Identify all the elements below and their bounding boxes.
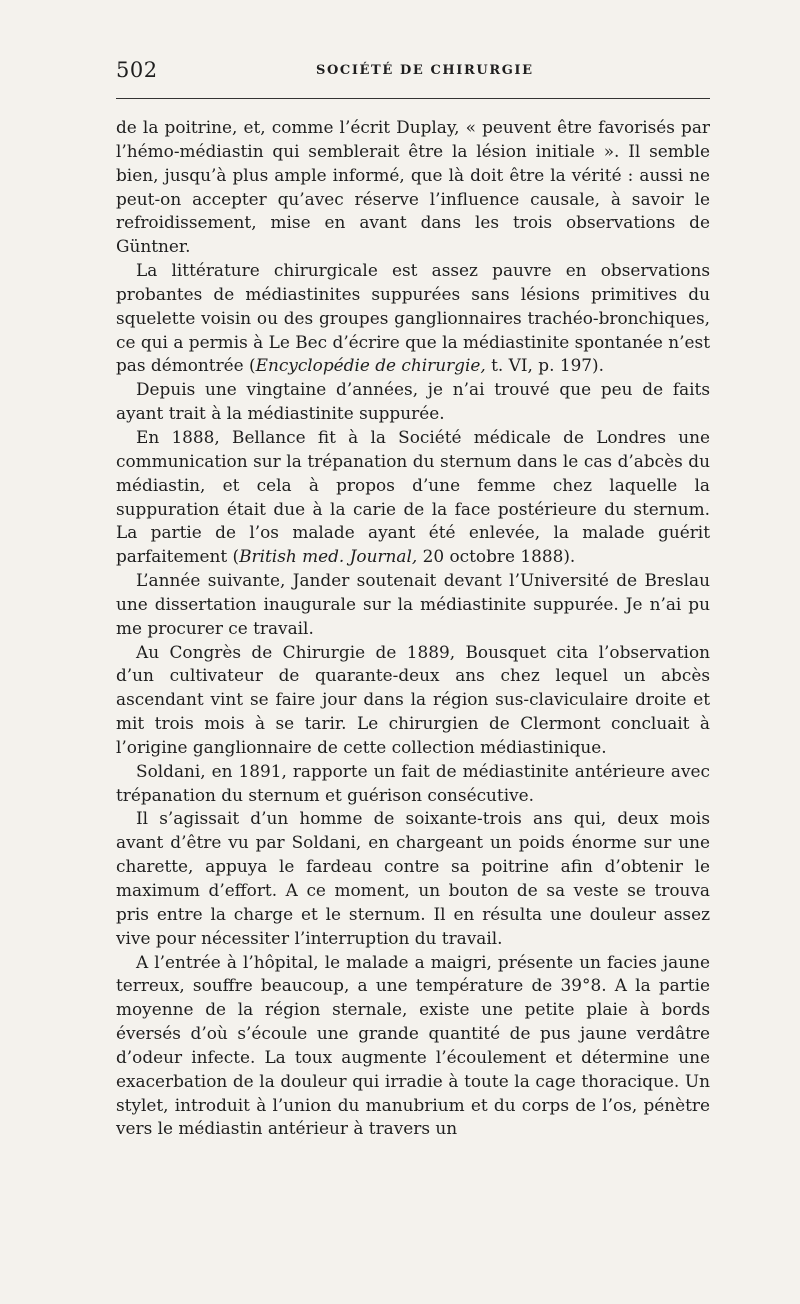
citation-title: British med. Journal, bbox=[239, 546, 418, 567]
paragraph: Soldani, en 1891, rapporte un fait de médiastinite antérieure avec trépanation du sternum et guérison consécutive. bbox=[116, 760, 710, 805]
page-number: 502 bbox=[116, 58, 158, 82]
paragraph: En 1888, Bellance fit à la Société médicale de Londres une communication sur la trépanation du sternum dans le cas d’abcès du médiastin, et cela à propos d’une femme chez laquelle la suppuration était due à la carie de la face postérieure du sternum. La partie de l’os malade ayant été enlevée, la malade guérit parfaitement (British med. Journal, 20 octobre 1888). bbox=[116, 426, 710, 567]
paragraph: Il s’agissait d’un homme de soixante-trois ans qui, deux mois avant d’être vu par Soldani, en chargeant un poids énorme sur une charette, appuya le fardeau contre sa poitrine afin d’obtenir le maximum d’effort. A ce moment, un bouton de sa veste se trouva pris entre la charge et le sternum. Il en résulta une douleur assez vive pour nécessiter l’interruption du travail. bbox=[116, 808, 710, 948]
paragraph: Depuis une vingtaine d’années, je n’ai trouvé que peu de faits ayant trait à la médiastinite suppurée. bbox=[116, 379, 710, 424]
paragraph: L’année suivante, Jander soutenait devant l’Université de Breslau une dissertation inaugurale sur la médiastinite suppurée. Je n’ai pu me procurer ce travail. bbox=[116, 570, 710, 638]
paragraph: A l’entrée à l’hôpital, le malade a maigri, présente un facies jaune terreux, souffre beaucoup, a une température de 39°8. A la partie moyenne de la région sternale, existe une petite plaie à bords éversés d’où s’écoule une grande quantité de pus jaune verdâtre d’odeur infecte. La toux augmente l’écoulement et détermine une exacerbation de la douleur qui irradie à toute la cage thoracique. Un stylet, introduit à l’union du manubrium et du corps de l’os, pénètre vers le médiastin antérieur à travers un bbox=[116, 951, 710, 1139]
body-text bbox=[116, 116, 710, 1141]
header-rule bbox=[116, 98, 710, 99]
paragraph: Au Congrès de Chirurgie de 1889, Bousquet cita l’observation d’un cultivateur de quarante-deux ans chez lequel un abcès ascendant vint se faire jour dans la région sus-claviculaire droite et mit trois mois à se tarir. Le chirurgien de Clermont concluait à l’origine ganglionnaire de cette collection médiastinique. bbox=[116, 641, 710, 757]
paragraph: La littérature chirurgicale est assez pauvre en observations probantes de médiastinites suppurées sans lésions primitives du squelette voisin ou des groupes ganglionnaires trachéo-bronchiques, ce qui a permis à Le Bec d’écrire que la médiastinite spontanée n’est pas démontrée (Encyclopédie de chirurgie, t. VI, p. 197). bbox=[116, 260, 710, 376]
running-title: SOCIÉTÉ DE CHIRURGIE bbox=[316, 63, 534, 78]
paragraph: de la poitrine, et, comme l’écrit Duplay, « peuvent être favorisés par l’hémo-médiastin qui semblerait être la lésion initiale ». Il semble bien, jusqu’à plus ample informé, que là doit être la vérité : aussi ne peut-on accepter qu’avec réserve l’influence causale, à savoir le refroidissement, mise en avant dans les trois observations de Güntner. bbox=[116, 117, 710, 257]
citation-title: Encyclopédie de chirurgie, bbox=[255, 355, 486, 376]
